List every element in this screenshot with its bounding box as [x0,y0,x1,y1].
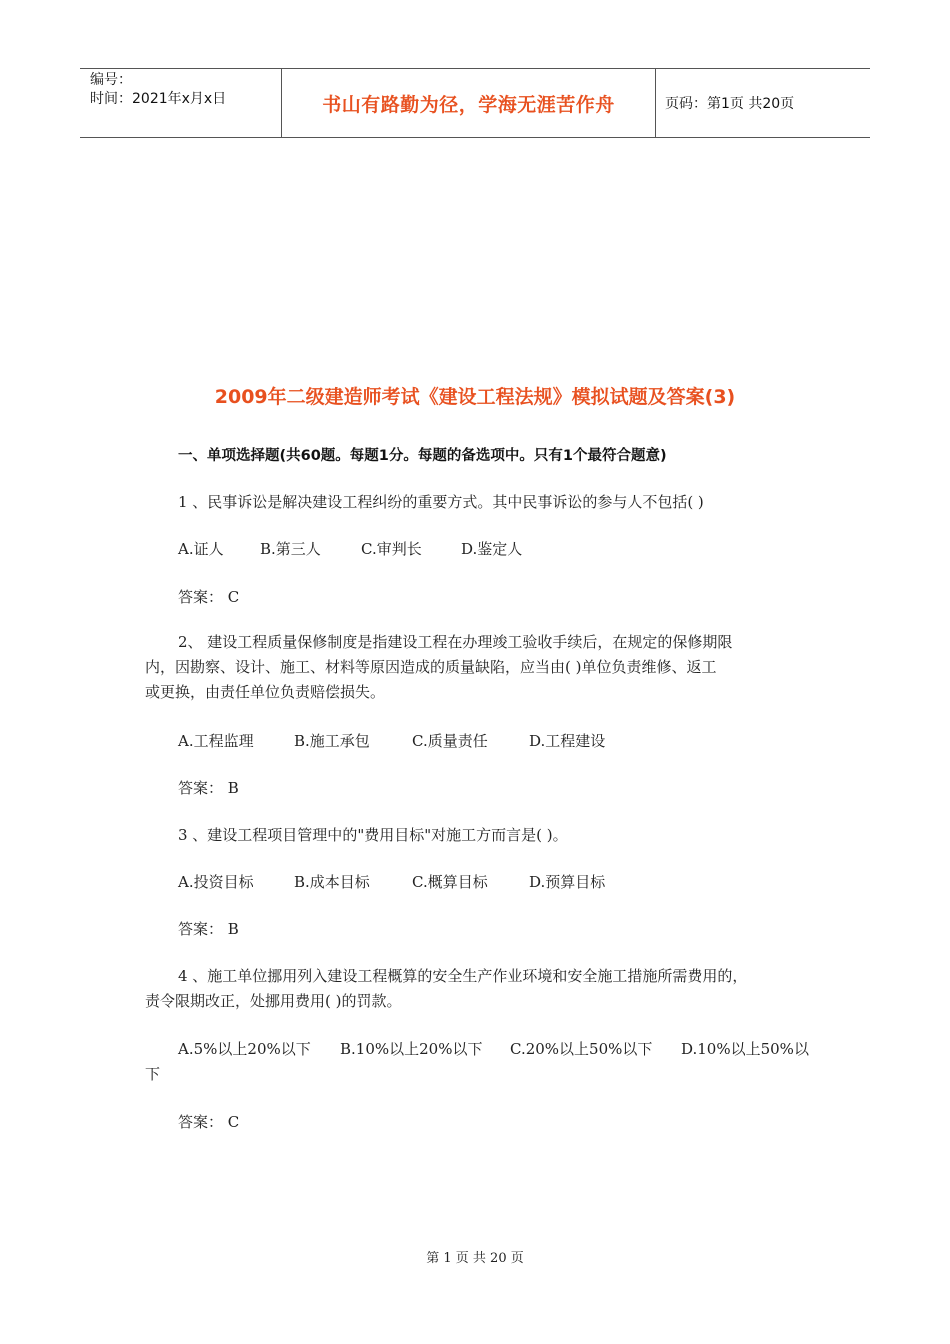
question-1-option-a: A.证人 [178,540,224,558]
question-2-option-b: B.施工承包 [294,732,370,750]
question-2-stem [145,630,805,705]
question-3-option-d: D.预算目标 [529,873,606,891]
question-3-option-a: A.投资目标 [178,873,254,891]
question-3-option-b: B.成本目标 [294,873,370,891]
question-4-answer: 答案： C [178,1113,240,1131]
document-title: 2009年二级建造师考试《建设工程法规》模拟试题及答案(3) [214,386,736,408]
header-motto-cell [281,69,656,137]
question-4-stem-line-2: 责令限期改正，处挪用费用( )的罚款。 [145,992,402,1010]
header-page-cell [655,69,870,137]
question-1-stem: 1 、民事诉讼是解决建设工程纠纷的重要方式。其中民事诉讼的参与人不包括( ) [178,493,704,511]
question-2-option-a: A.工程监理 [178,732,254,750]
header-motto: 书山有路勤为径，学海无涯苦作舟 [322,93,615,116]
question-1-option-c: C.审判长 [361,540,422,558]
question-3-option-c: C.概算目标 [412,873,488,891]
page-footer: 第 1 页 共 20 页 [426,1251,524,1266]
question-2-stem-line-2: 内，因勘察、设计、施工、材料等原因造成的质量缺陷，应当由( )单位负责维修、返工 [145,658,717,676]
question-2-answer: 答案： B [178,779,239,797]
question-3-stem: 3 、建设工程项目管理中的"费用目标"对施工方而言是( )。 [178,826,568,844]
header-meta [80,69,280,137]
question-4-option-b: B.10%以上20%以下 [340,1040,483,1058]
question-3-answer: 答案： B [178,920,239,938]
question-1-option-b: B.第三人 [260,540,321,558]
section-heading: 一、单项选择题(共60题。每题1分。每题的备选项中。只有1个最符合题意) [178,448,667,464]
question-4-option-d-wrap: 下 [145,1065,161,1083]
question-1-option-d: D.鉴定人 [461,540,523,558]
question-1-answer: 答案： C [178,588,240,606]
document-number-label: 编号： [90,72,132,88]
question-2-option-d: D.工程建设 [529,732,606,750]
question-4-option-a: A.5%以上20%以下 [178,1040,311,1058]
question-4-option-c: C.20%以上50%以下 [510,1040,653,1058]
question-2-option-c: C.质量责任 [412,732,488,750]
page-header [80,68,870,138]
question-4-stem-line-1: 4 、施工单位挪用列入建设工程概算的安全生产作业环境和安全施工措施所需费用的， [178,967,748,985]
question-2-stem-line-1: 2、 建设工程质量保修制度是指建设工程在办理竣工验收手续后，在规定的保修期限 [178,633,733,651]
question-4-option-d: D.10%以上50%以 [681,1040,809,1058]
question-4-stem [145,964,805,1014]
document-time-label: 时间：2021年x月x日 [90,91,227,107]
header-page-label: 页码：第1页 共20页 [665,96,795,112]
question-2-stem-line-3: 或更换，由责任单位负责赔偿损失。 [145,683,386,701]
